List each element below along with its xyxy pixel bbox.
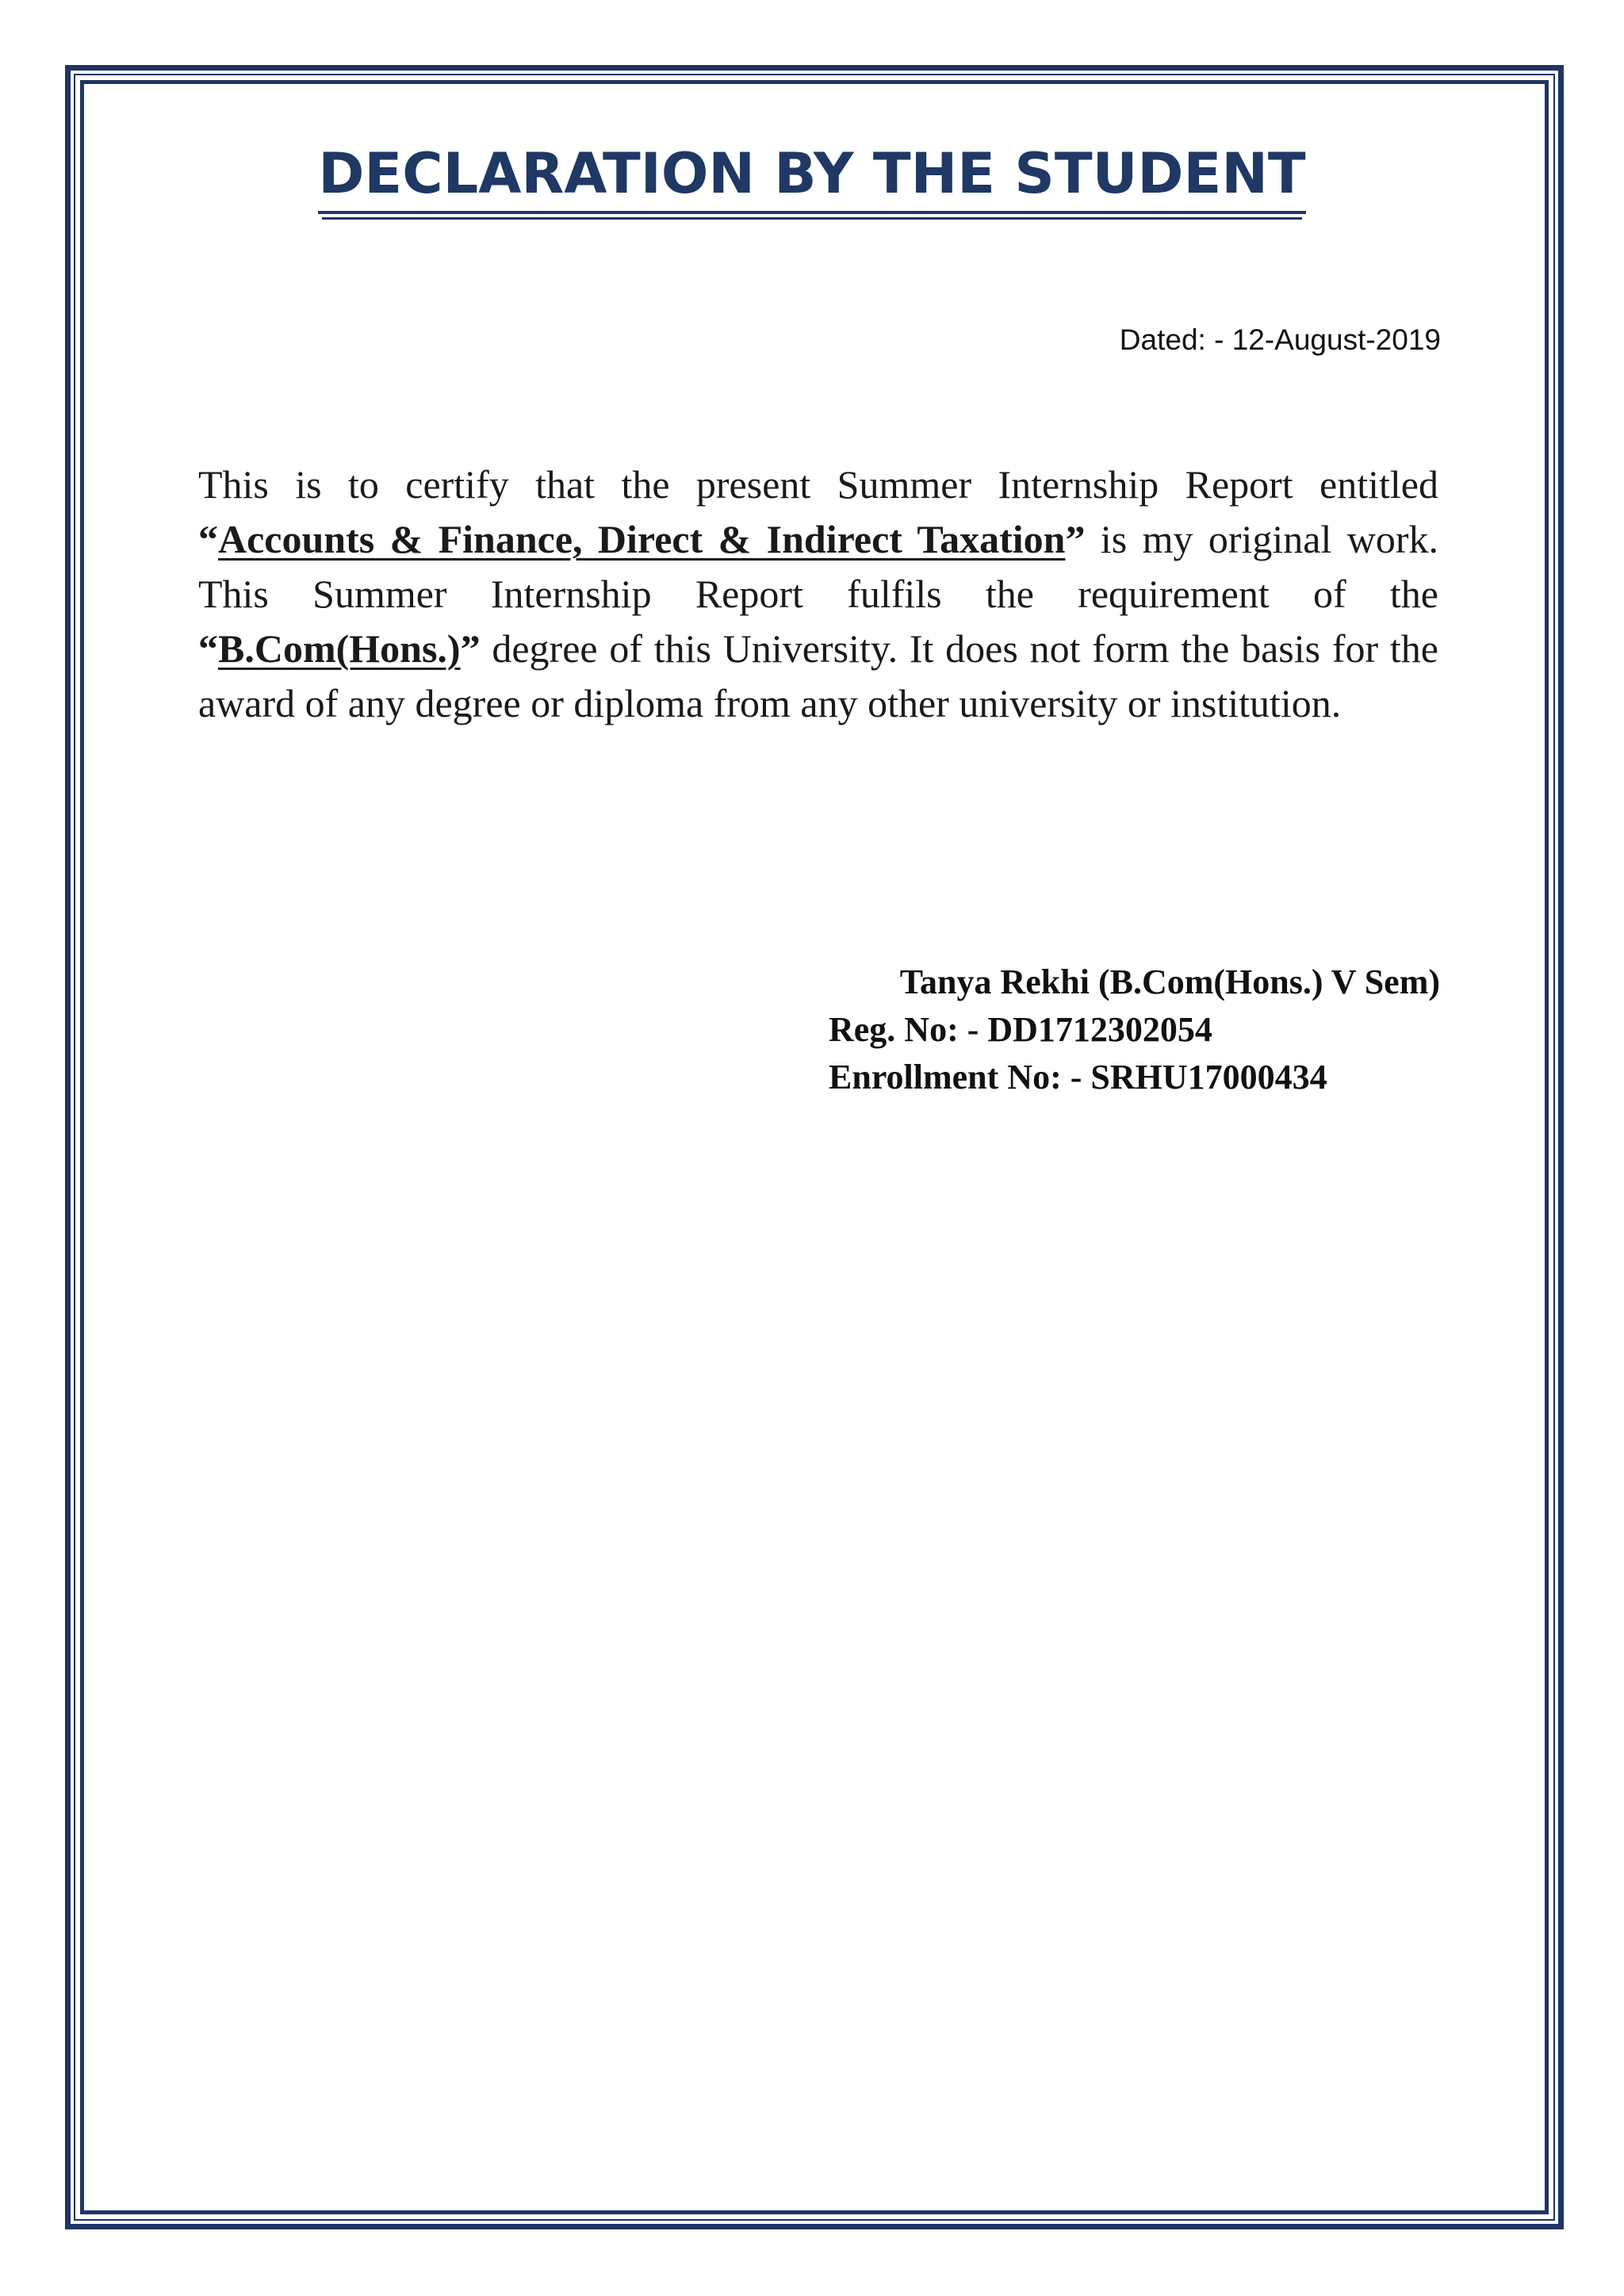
page-border-inner: [80, 80, 1549, 2214]
registration-number: Reg. No: - DD1712302054: [829, 1010, 1212, 1049]
declaration-date: Dated: - 12-August-2019: [1119, 323, 1441, 356]
degree-name: B.Com(Hons.): [218, 626, 461, 671]
report-title: Accounts & Finance, Direct & Indirect Taxation: [218, 517, 1066, 561]
body-intro: This is to certify that the present Summer Internship Report entitled: [198, 462, 1438, 507]
quote-close-2: ”: [460, 626, 481, 671]
quote-open-2: “: [198, 626, 218, 671]
quote-close-1: ”: [1065, 517, 1086, 561]
body-end: degree of this University. It does not form the basis for the award of any degree or diploma from any other university or institution.: [198, 626, 1438, 725]
quote-open-1: “: [198, 517, 218, 561]
enrollment-number: Enrollment No: - SRHU17000434: [829, 1058, 1327, 1096]
declaration-body: [198, 457, 1438, 731]
body-mid: is my original work. This Summer Internship Report fulfils the requirement of the: [198, 517, 1438, 616]
page-title-text: DECLARATION BY THE STUDENT: [318, 141, 1305, 214]
report-title-quoted: [198, 517, 1085, 561]
student-name: Tanya Rekhi (B.Com(Hons.) V Sem): [899, 962, 1440, 1001]
degree-quoted: [198, 626, 481, 671]
page-title: [0, 141, 1624, 214]
